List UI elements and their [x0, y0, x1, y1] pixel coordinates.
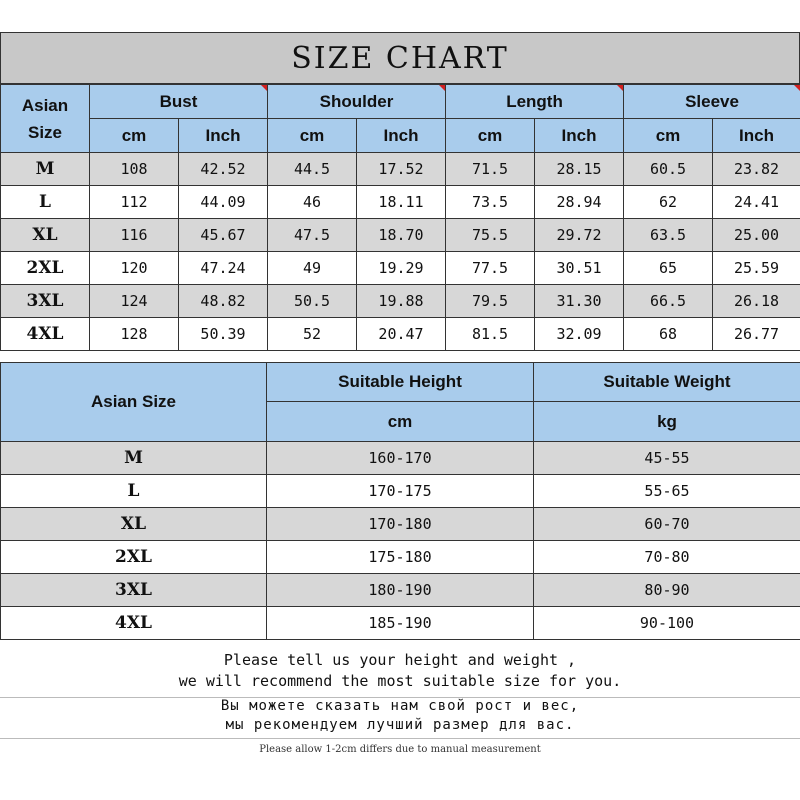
table-row — [1, 285, 800, 318]
size-cell: XL — [1, 219, 90, 252]
sleeve-label: Sleeve — [685, 91, 739, 111]
measurement-cell: 60.5 — [624, 153, 713, 186]
measurement-cell: 108 — [90, 153, 179, 186]
corner-mark-icon — [439, 85, 445, 91]
unit-header: cm — [90, 119, 179, 153]
measurement-cell: 68 — [624, 318, 713, 351]
table-row — [1, 541, 800, 574]
measurement-cell: 47.24 — [179, 252, 268, 285]
measurement-cell: 17.52 — [357, 153, 446, 186]
note-line: Вы можете сказать нам свой рост и вес, — [220, 698, 580, 714]
unit-header: Inch — [535, 119, 624, 153]
note-line: we will recommend the most suitable size for you. — [178, 672, 622, 690]
measurement-cell: 26.77 — [713, 318, 800, 351]
measurement-cell: 44.09 — [179, 186, 268, 219]
weight-unit-header: kg — [534, 402, 800, 442]
size-cell: XL — [1, 508, 267, 541]
suitable-weight-header: Suitable Weight — [534, 363, 800, 402]
table-row — [1, 186, 800, 219]
measurement-cell: 116 — [90, 219, 179, 252]
height-unit-header: cm — [267, 402, 534, 442]
corner-mark-icon — [617, 85, 623, 91]
height-range-cell: 160-170 — [267, 442, 534, 475]
suitable-height-header: Suitable Height — [267, 363, 534, 402]
size-cell: L — [1, 186, 90, 219]
measurement-cell: 47.5 — [268, 219, 357, 252]
measurement-cell: 20.47 — [357, 318, 446, 351]
sleeve-header — [624, 85, 800, 119]
measurement-cell: 52 — [268, 318, 357, 351]
measurement-cell: 32.09 — [535, 318, 624, 351]
measurement-cell: 65 — [624, 252, 713, 285]
height-range-cell: 180-190 — [267, 574, 534, 607]
length-header — [446, 85, 624, 119]
measurement-cell: 128 — [90, 318, 179, 351]
table-row — [1, 318, 800, 351]
size-cell: M — [1, 153, 90, 186]
size-cell: L — [1, 475, 267, 508]
bust-label: Bust — [159, 91, 198, 111]
measurement-cell: 31.30 — [535, 285, 624, 318]
table-row — [1, 153, 800, 186]
size-cell: M — [1, 442, 267, 475]
recommendation-note-en — [0, 650, 800, 692]
corner-mark-icon — [261, 85, 267, 91]
measurement-cell: 18.11 — [357, 186, 446, 219]
corner-mark-icon — [794, 85, 800, 91]
measurement-cell: 18.70 — [357, 219, 446, 252]
measurements-table — [0, 84, 800, 351]
measurement-cell: 28.15 — [535, 153, 624, 186]
asian-size-header: Asian Size — [1, 363, 267, 442]
length-label: Length — [506, 91, 563, 111]
size-cell: 4XL — [1, 607, 267, 640]
measurement-cell: 48.82 — [179, 285, 268, 318]
weight-range-cell: 45-55 — [534, 442, 800, 475]
measurement-cell: 49 — [268, 252, 357, 285]
measurement-cell: 73.5 — [446, 186, 535, 219]
note-divider — [0, 738, 800, 739]
size-cell: 2XL — [1, 252, 90, 285]
measurement-cell: 63.5 — [624, 219, 713, 252]
measurement-cell: 124 — [90, 285, 179, 318]
size-cell: 4XL — [1, 318, 90, 351]
weight-range-cell: 80-90 — [534, 574, 800, 607]
height-range-cell: 170-175 — [267, 475, 534, 508]
measurement-cell: 44.5 — [268, 153, 357, 186]
asian-size-header-label: Asian Size — [21, 95, 69, 142]
measurement-cell: 24.41 — [713, 186, 800, 219]
measurement-disclaimer: Please allow 1-2cm differs due to manual measurement — [259, 744, 541, 755]
unit-header: Inch — [357, 119, 446, 153]
measurement-cell: 120 — [90, 252, 179, 285]
measurement-cell: 46 — [268, 186, 357, 219]
table-row — [1, 252, 800, 285]
shoulder-label: Shoulder — [319, 91, 394, 111]
measurement-cell: 50.5 — [268, 285, 357, 318]
measurement-cell: 77.5 — [446, 252, 535, 285]
table-row — [1, 574, 800, 607]
unit-header: cm — [624, 119, 713, 153]
weight-range-cell: 55-65 — [534, 475, 800, 508]
height-range-cell: 170-180 — [267, 508, 534, 541]
measurement-cell: 50.39 — [179, 318, 268, 351]
measurement-cell: 112 — [90, 186, 179, 219]
measurement-cell: 62 — [624, 186, 713, 219]
measurement-cell: 25.59 — [713, 252, 800, 285]
size-cell: 3XL — [1, 285, 90, 318]
measurement-cell: 42.52 — [179, 153, 268, 186]
measurement-cell: 28.94 — [535, 186, 624, 219]
height-range-cell: 175-180 — [267, 541, 534, 574]
size-cell: 3XL — [1, 574, 267, 607]
unit-header: cm — [446, 119, 535, 153]
measurement-cell: 75.5 — [446, 219, 535, 252]
note-line: Please tell us your height and weight , — [223, 651, 577, 669]
unit-header: Inch — [713, 119, 800, 153]
measurement-cell: 23.82 — [713, 153, 800, 186]
shoulder-header — [268, 85, 446, 119]
measurement-cell: 30.51 — [535, 252, 624, 285]
measurement-cell: 19.88 — [357, 285, 446, 318]
asian-size-header — [1, 85, 90, 153]
measurement-cell: 81.5 — [446, 318, 535, 351]
measurement-cell: 71.5 — [446, 153, 535, 186]
size-cell: 2XL — [1, 541, 267, 574]
height-weight-table — [0, 362, 800, 640]
table-row — [1, 442, 800, 475]
table-row — [1, 219, 800, 252]
size-chart-title: SIZE CHART — [0, 32, 800, 84]
height-range-cell: 185-190 — [267, 607, 534, 640]
measurement-cell: 19.29 — [357, 252, 446, 285]
weight-range-cell: 70-80 — [534, 541, 800, 574]
table-row — [1, 475, 800, 508]
weight-range-cell: 60-70 — [534, 508, 800, 541]
unit-header: Inch — [179, 119, 268, 153]
measurement-cell: 26.18 — [713, 285, 800, 318]
measurement-cell: 25.00 — [713, 219, 800, 252]
weight-range-cell: 90-100 — [534, 607, 800, 640]
bust-header — [90, 85, 268, 119]
note-line: мы рекомендуем лучший размер для вас. — [225, 717, 575, 733]
table-row — [1, 607, 800, 640]
measurement-cell: 66.5 — [624, 285, 713, 318]
measurement-cell: 79.5 — [446, 285, 535, 318]
measurement-cell: 45.67 — [179, 219, 268, 252]
measurement-cell: 29.72 — [535, 219, 624, 252]
unit-header: cm — [268, 119, 357, 153]
recommendation-note-ru — [0, 697, 800, 735]
table-row — [1, 508, 800, 541]
